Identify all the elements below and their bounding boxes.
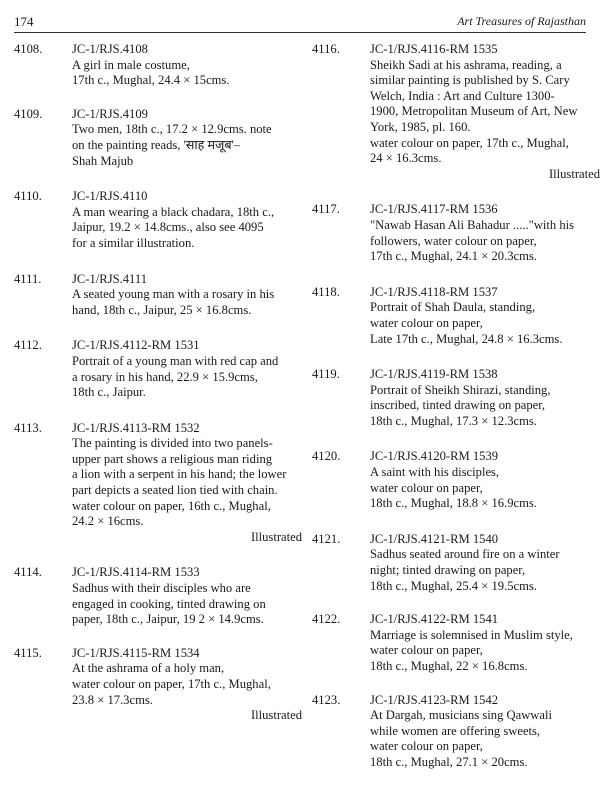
description-line: water colour on paper, [370, 739, 483, 754]
entry-description [370, 449, 600, 511]
catalogue-entry [312, 42, 600, 182]
entry-number: 4112. [14, 338, 42, 353]
description-line: water colour on paper, 17th c., Mughal, [370, 135, 569, 150]
entry-number: 4110. [14, 189, 42, 204]
description-line: Sadhus with their disciples who are [72, 581, 251, 596]
description-line: a lion with a serpent in his hand; the lower [72, 467, 287, 482]
entry-description [370, 693, 600, 771]
catalogue-entry [14, 189, 302, 251]
description-line: part depicts a seated lion tied with chain. [72, 483, 278, 498]
entry-description [370, 285, 600, 347]
description-line: A man wearing a black chadara, 18th c., [72, 204, 275, 219]
catalogue-entry [14, 565, 302, 627]
description-line: night; tinted drawing on paper, [370, 563, 526, 578]
entry-description [370, 202, 600, 264]
accession-number: JC-1/RJS.4119-RM 1538 [370, 367, 498, 382]
entry-description [370, 532, 600, 594]
description-line: Jaipur, 19.2 × 14.8cms., also see 4095 [72, 220, 264, 235]
accession-number: JC-1/RJS.4109 [72, 106, 148, 121]
entry-description [72, 107, 302, 169]
description-line: paper, 18th c., Jaipur, 19 2 × 14.9cms. [72, 612, 264, 627]
description-line: York, 1985, pl. 160. [370, 119, 471, 134]
description-line: "Nawab Hasan Ali Bahadur ....."with his [370, 217, 575, 232]
description-line: Sadhus seated around fire on a winter [370, 547, 560, 562]
description-line: Portrait of Shah Daula, standing, [370, 300, 536, 315]
page-number: 174 [14, 14, 34, 29]
description-line: inscribed, tinted drawing on paper, [370, 398, 546, 413]
right-column [312, 42, 600, 789]
description-line: Portrait of a young man with red cap and [72, 353, 279, 368]
catalogue-entry [14, 646, 302, 724]
description-line: Sheikh Sadi at his ashrama, reading, a [370, 57, 562, 72]
entry-description [72, 189, 302, 251]
description-line: Shah Majub [72, 153, 134, 168]
description-line: A saint with his disciples, [370, 465, 500, 480]
entry-number: 4119. [312, 367, 340, 382]
description-line: water colour on paper, 17th c., Mughal, [72, 677, 271, 691]
entry-description [72, 565, 302, 627]
accession-number: JC-1/RJS.4114-RM 1533 [72, 565, 200, 580]
description-line: engaged in cooking, tinted drawing on [72, 596, 266, 611]
description-line: water colour on paper, [370, 480, 483, 495]
entry-number: 4116. [312, 42, 340, 56]
entry-number: 4122. [312, 612, 341, 627]
catalogue-entry [14, 272, 302, 319]
catalogue-entry [14, 42, 302, 89]
description-line: 18th c., Mughal, 18.8 × 16.9cms. [370, 496, 537, 511]
entry-number: 4115. [14, 645, 42, 660]
description-line: Portrait of Sheikh Shirazi, standing, [370, 382, 551, 397]
catalogue-entry [14, 107, 302, 169]
catalogue-entry [312, 202, 600, 264]
accession-number: JC-1/RJS.4120-RM 1539 [370, 449, 499, 464]
description-line: 18th c., Mughal, 27.1 × 20cms. [370, 754, 528, 769]
entry-description [72, 421, 302, 546]
description-line: 17th c., Mughal, 24.4 × 15cms. [72, 73, 230, 88]
description-line: water colour on paper, [370, 315, 483, 330]
description-line: for a similar illustration. [72, 235, 195, 250]
description-line: Marriage is solemnised in Muslim style, [370, 627, 573, 642]
description-line: on the painting reads, 'साह मजूब'– [72, 137, 241, 152]
entry-number: 4109. [14, 106, 43, 121]
description-line: 24 × 16.3cms. [370, 151, 442, 166]
entry-description [72, 42, 302, 89]
entry-number: 4118. [312, 284, 340, 299]
accession-number: JC-1/RJS.4115-RM 1534 [72, 645, 200, 660]
accession-number: JC-1/RJS.4118-RM 1537 [370, 284, 498, 299]
description-line: similar painting is published by S. Cary [370, 73, 570, 88]
description-line: 18th c., Mughal, 25.4 × 19.5cms. [370, 578, 537, 593]
accession-number: JC-1/RJS.4108 [72, 42, 148, 56]
accession-number: JC-1/RJS.4117-RM 1536 [370, 202, 498, 217]
description-line: while women are offering sweets, [370, 723, 541, 738]
description-line: 24.2 × 16cms. [72, 514, 144, 529]
entry-description [72, 272, 302, 319]
catalogue-entry [312, 612, 600, 674]
illustrated-note: Illustrated [250, 708, 302, 723]
catalogue-entry [14, 338, 302, 400]
entry-description [72, 646, 302, 724]
accession-number: JC-1/RJS.4112-RM 1531 [72, 338, 200, 353]
accession-number: JC-1/RJS.4123-RM 1542 [370, 692, 499, 707]
description-line: 17th c., Mughal, 24.1 × 20.3cms. [370, 249, 537, 264]
running-head: Art Treasures of Rajasthan [457, 14, 586, 28]
entry-number: 4123. [312, 692, 341, 707]
entry-description [370, 367, 600, 429]
accession-number: JC-1/RJS.4113-RM 1532 [72, 420, 200, 435]
description-line: a rosary in his hand, 22.9 × 15.9cms, [72, 369, 258, 384]
accession-number: JC-1/RJS.4122-RM 1541 [370, 612, 499, 627]
description-line: hand, 18th c., Jaipur, 25 × 16.8cms. [72, 302, 252, 317]
entry-description [370, 612, 600, 674]
entry-description [370, 42, 600, 182]
accession-number: JC-1/RJS.4110 [72, 189, 148, 204]
description-line: water colour on paper, [370, 643, 483, 658]
catalogue-entry [312, 285, 600, 347]
entry-number: 4120. [312, 449, 341, 464]
entry-number: 4111. [14, 271, 42, 286]
accession-number: JC-1/RJS.4116-RM 1535 [370, 42, 498, 56]
description-line: At Dargah, musicians sing Qawwali [370, 708, 552, 723]
description-line: followers, water colour on paper, [370, 233, 537, 248]
description-line: 23.8 × 17.3cms. [72, 692, 153, 707]
description-line: At the ashrama of a holy man, [72, 661, 225, 676]
description-line: A seated young man with a rosary in his [72, 287, 275, 302]
left-column [14, 42, 302, 742]
entry-number: 4117. [312, 202, 340, 217]
entry-number: 4121. [312, 531, 341, 546]
catalogue-entry [312, 367, 600, 429]
description-line: 18th c., Jaipur. [72, 385, 146, 400]
description-line: A girl in male costume, [72, 57, 190, 72]
description-line: Late 17th c., Mughal, 24.8 × 16.3cms. [370, 331, 563, 346]
entry-number: 4113. [14, 420, 42, 435]
description-line: The painting is divided into two panels- [72, 436, 273, 451]
entry-number: 4108. [14, 42, 43, 56]
catalogue-entry [14, 421, 302, 546]
description-line: 1900, Metropolitan Museum of Art, New [370, 104, 578, 119]
description-line: water colour on paper, 16th c., Mughal, [72, 498, 271, 513]
accession-number: JC-1/RJS.4121-RM 1540 [370, 531, 499, 546]
description-line: Two men, 18th c., 17.2 × 12.9cms. note [72, 122, 272, 137]
accession-number: JC-1/RJS.4111 [72, 271, 147, 286]
illustrated-note: Illustrated [250, 529, 302, 544]
catalogue-entry [312, 532, 600, 594]
description-line: 18th c., Mughal, 22 × 16.8cms. [370, 659, 528, 673]
description-line: Welch, India : Art and Culture 1300- [370, 88, 555, 103]
illustrated-note: Illustrated [548, 166, 600, 181]
description-line: upper part shows a religious man riding [72, 451, 273, 466]
header-rule [14, 32, 586, 33]
entry-description [72, 338, 302, 400]
catalogue-entry [312, 693, 600, 771]
description-line: 18th c., Mughal, 17.3 × 12.3cms. [370, 413, 537, 428]
catalogue-entry [312, 449, 600, 511]
entry-number: 4114. [14, 565, 42, 580]
